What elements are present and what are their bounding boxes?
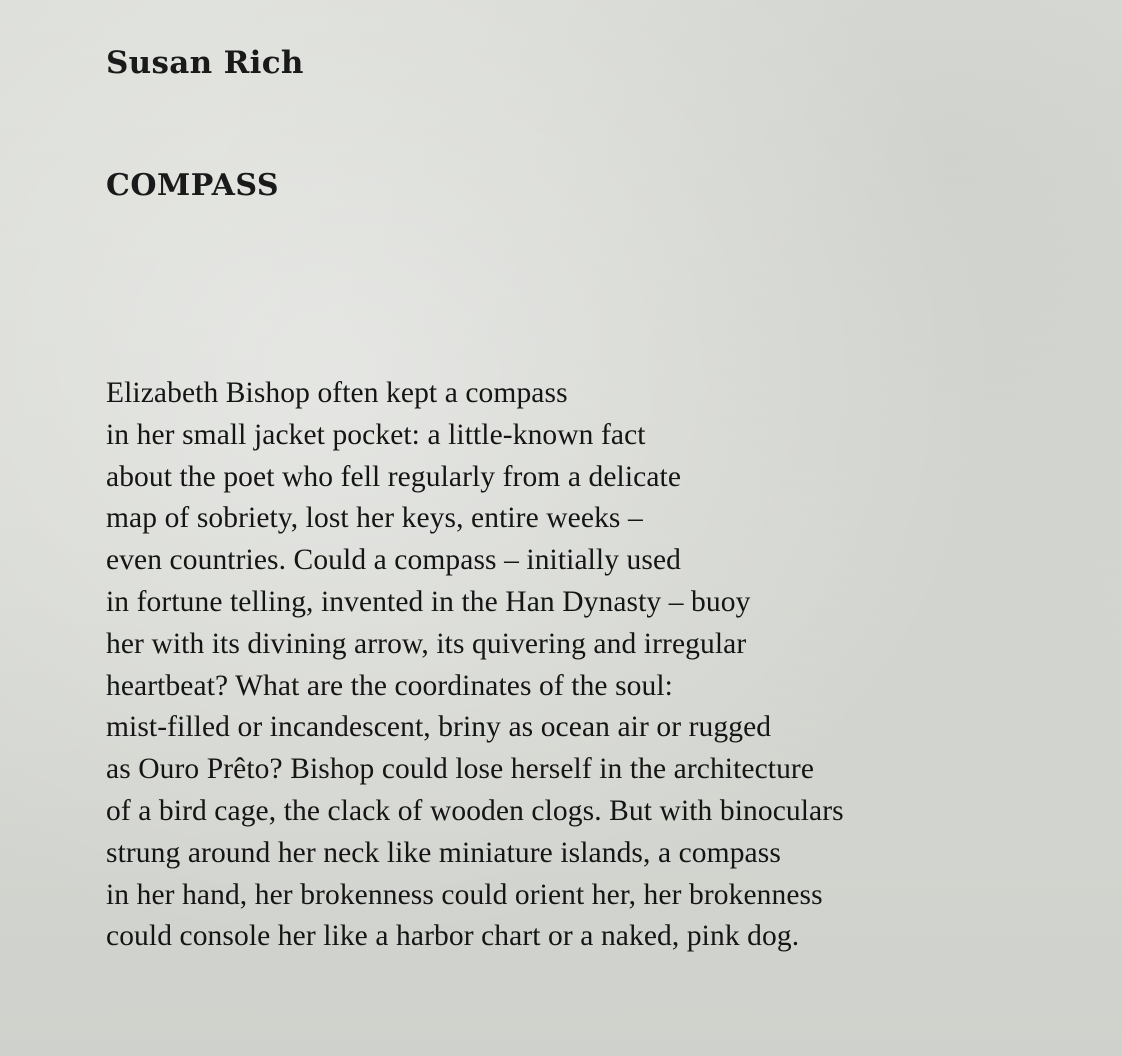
poem-line: her with its divining arrow, its quivering and irregular xyxy=(106,627,747,660)
poem-line: mist-filled or incandescent, briny as ocean air or rugged xyxy=(106,711,772,744)
poem-title: COMPASS xyxy=(106,168,280,203)
poem-line: strung around her neck like miniature islands, a compass xyxy=(106,836,781,869)
poem-line: of a bird cage, the clack of wooden clogs. But with binoculars xyxy=(106,794,844,827)
poem-line: about the poet who fell regularly from a delicate xyxy=(106,460,682,493)
poem-line: map of sobriety, lost her keys, entire weeks – xyxy=(106,502,643,535)
poem-line: as Ouro Prêto? Bishop could lose herself in the architecture xyxy=(106,753,815,786)
author-name: Susan Rich xyxy=(106,45,304,81)
poem-line: could console her like a harbor chart or a naked, pink dog. xyxy=(106,920,800,953)
poem-line: heartbeat? What are the coordinates of the soul: xyxy=(106,669,673,702)
poem-body xyxy=(106,373,1106,958)
poem-line: in fortune telling, invented in the Han Dynasty – buoy xyxy=(106,585,751,618)
poem-line: even countries. Could a compass – initially used xyxy=(106,544,682,577)
poem-line: in her small jacket pocket: a little-known fact xyxy=(106,418,646,451)
poem-line: Elizabeth Bishop often kept a compass xyxy=(106,377,568,409)
poem-line: in her hand, her brokenness could orient her, her brokenness xyxy=(106,878,823,911)
